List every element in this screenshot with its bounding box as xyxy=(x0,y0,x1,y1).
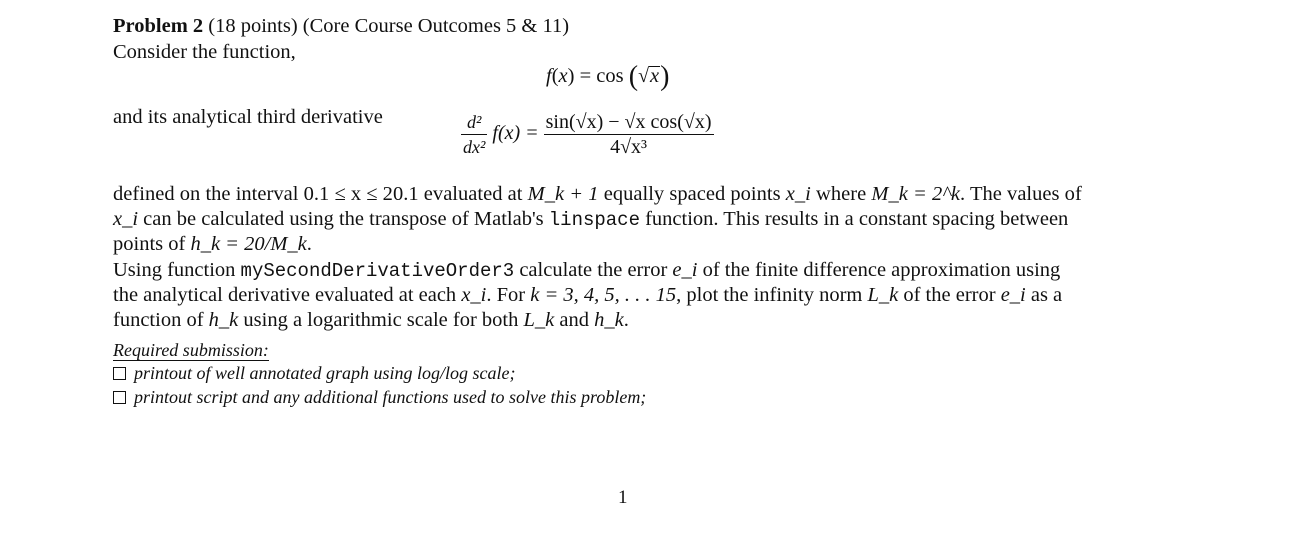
interval-math: 0.1 ≤ x ≤ 20.1 xyxy=(303,183,419,205)
function-arg: x xyxy=(650,65,660,87)
deriv-fx: f(x) = xyxy=(492,122,539,145)
paragraph-2-line-1: Using function mySecondDerivativeOrder3 calculate the error e_i of the finite difference approximation using xyxy=(113,259,1061,282)
deriv-operator-top: d² xyxy=(461,110,487,135)
submission-item-2: printout script and any additional functions used to solve this problem; xyxy=(113,386,646,408)
page-number: 1 xyxy=(618,487,628,508)
derivative-intro: and its analytical third derivative xyxy=(113,106,383,128)
problem-label: Problem 2 xyxy=(113,15,204,37)
paragraph-1-line-2: x_i can be calculated using the transpose of Matlab's linspace function. This results in a constant spacing between xyxy=(113,208,1069,231)
derivative-equation xyxy=(461,110,714,159)
function-equation: f(x) = cos (√x) xyxy=(546,61,670,92)
paragraph-2-line-3: function of h_k using a logarithmic scale for both L_k and h_k. xyxy=(113,309,629,331)
submission-heading: Required submission: xyxy=(113,340,269,360)
problem-meta: (18 points) (Core Course Outcomes 5 & 11) xyxy=(208,15,570,37)
intro-text: Consider the function, xyxy=(113,41,296,63)
deriv-denominator: 4√x³ xyxy=(610,136,648,158)
deriv-operator-bottom: dx² xyxy=(463,137,486,157)
paragraph-1-line-3: points of h_k = 20/M_k. xyxy=(113,233,312,255)
linspace-code: linspace xyxy=(548,209,640,231)
function-name-code: mySecondDerivativeOrder3 xyxy=(240,260,515,282)
deriv-numerator: sin(√x) − √x cos(√x) xyxy=(545,111,712,133)
submission-item-1: printout of well annotated graph using log/log scale; xyxy=(113,362,516,384)
paragraph-2-line-2: the analytical derivative evaluated at each x_i. For k = 3, 4, 5, . . . 15, plot the infinity norm L_k of the error e_i as a xyxy=(113,284,1063,306)
problem-heading xyxy=(113,14,569,38)
paragraph-1-line-1: defined on the interval 0.1 ≤ x ≤ 20.1 evaluated at M_k + 1 equally spaced points x_i where M_k = 2^k. The values of xyxy=(113,183,1082,205)
checkbox-icon[interactable] xyxy=(113,391,126,404)
checkbox-icon[interactable] xyxy=(113,367,126,380)
